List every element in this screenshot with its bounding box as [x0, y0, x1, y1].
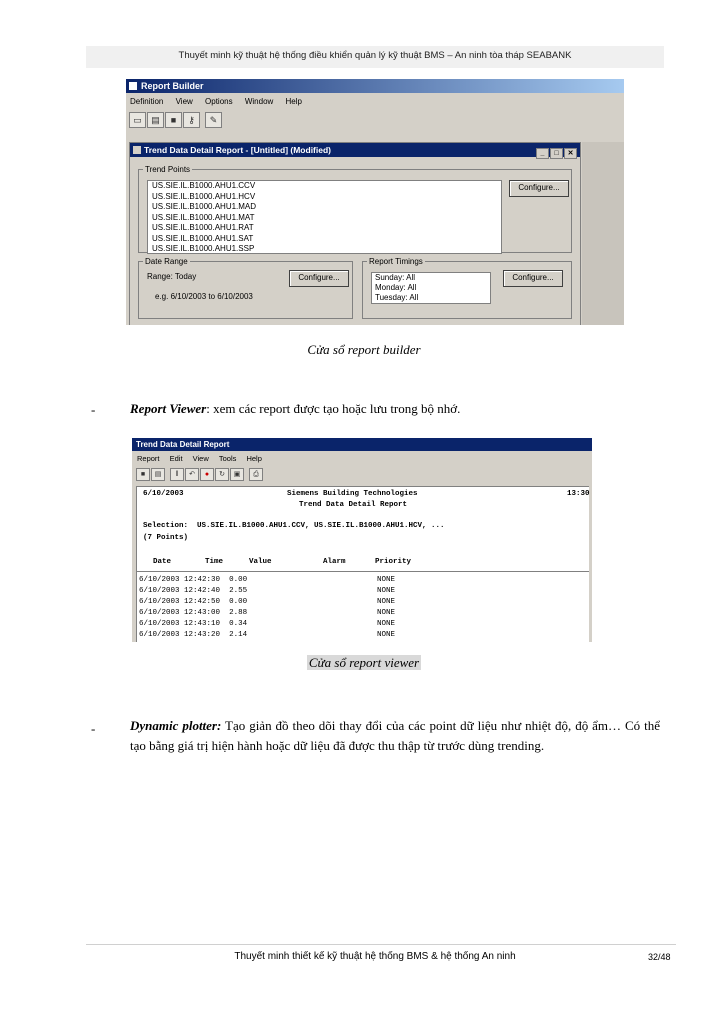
menu-help[interactable]: Help [246, 454, 262, 463]
menu-tools[interactable]: Tools [218, 454, 237, 463]
report-builder-title: Report Builder [141, 81, 204, 91]
stop-icon[interactable]: ● [200, 468, 214, 481]
run-report-icon[interactable]: ✎ [205, 112, 222, 128]
window-controls [535, 145, 577, 159]
list-item[interactable]: US.SIE.IL.B1000.AHU1.MAD [152, 202, 257, 211]
table-row: 6/10/2003 12:42:30 0.00 NONE [139, 576, 396, 584]
menu-view[interactable]: View [192, 454, 209, 463]
caption-report-viewer-text: Cửa sổ report viewer [308, 655, 420, 670]
list-item[interactable]: US.SIE.IL.B1000.AHU1.CCV [152, 181, 256, 190]
table-row: 6/10/2003 12:43:10 0.34 NONE [139, 620, 396, 628]
menu-window[interactable]: Window [244, 97, 274, 106]
divider [137, 571, 589, 572]
list-item[interactable]: Tuesday: All [375, 293, 419, 302]
report-document [136, 486, 589, 642]
trend-report-title: Trend Data Detail Report - [Untitled] (Modified) [144, 145, 331, 155]
page-number: 32/48 [648, 952, 671, 962]
report-viewer-menubar [132, 453, 265, 464]
table-row: 6/10/2003 12:43:20 2.14 NONE [139, 631, 396, 639]
export-icon[interactable]: ▤ [151, 468, 165, 481]
trend-points-list[interactable] [147, 180, 502, 254]
column-priority: Priority [375, 558, 412, 566]
report-company: Siemens Building Technologies [287, 490, 418, 498]
list-item[interactable]: US.SIE.IL.B1000.AHU1.SSP [152, 244, 255, 253]
document-icon [133, 146, 141, 154]
report-name: Trend Data Detail Report [299, 501, 408, 509]
menu-options[interactable]: Options [205, 97, 233, 106]
report-timings-group [362, 257, 572, 319]
report-viewer-screenshot [132, 438, 592, 642]
column-time: Time [205, 558, 224, 566]
bullet-dynamic-plotter [130, 716, 660, 756]
save-disk-icon[interactable]: ■ [165, 112, 182, 128]
caption-report-viewer [0, 655, 728, 671]
report-builder-menubar [126, 95, 624, 108]
menu-help[interactable]: Help [285, 97, 302, 106]
edit-icon[interactable]: ▣ [230, 468, 244, 481]
column-alarm: Alarm [323, 558, 346, 566]
bullet-report-viewer [130, 399, 460, 419]
date-range-label: Date Range [145, 257, 188, 266]
trend-points-group [138, 165, 572, 253]
minimize-icon[interactable]: _ [536, 148, 549, 159]
range-example: e.g. 6/10/2003 to 6/10/2003 [155, 292, 253, 301]
report-timings-list[interactable] [371, 272, 491, 304]
list-item[interactable]: US.SIE.IL.B1000.AHU1.RAT [152, 223, 254, 232]
configure-trend-points-button[interactable]: Configure... [509, 180, 569, 197]
bullet-term: Report Viewer [130, 401, 207, 416]
refresh-icon[interactable]: ↻ [215, 468, 229, 481]
table-row: 6/10/2003 12:42:40 2.55 NONE [139, 587, 396, 595]
header-text: Thuyết minh kỹ thuật hệ thống điều khiển quản lý kỹ thuật BMS – An ninh tòa tháp SEABANK [178, 50, 572, 61]
date-range-group [138, 257, 353, 319]
print-icon[interactable]: ⎙ [249, 468, 263, 481]
pause-icon[interactable]: ‖ [170, 468, 184, 481]
bullet-term: Dynamic plotter: [130, 718, 222, 733]
key-icon[interactable]: ⚷ [183, 112, 200, 128]
report-builder-toolbar [129, 112, 223, 130]
list-item[interactable]: US.SIE.IL.B1000.AHU1.MAT [152, 212, 255, 222]
table-row: 6/10/2003 12:43:00 2.88 NONE [139, 609, 396, 617]
footer-text: Thuyết minh thiết kế kỹ thuật hệ thống BMS & hệ thống An ninh [234, 951, 516, 962]
configure-report-timings-button[interactable]: Configure... [503, 270, 563, 287]
app-background [582, 142, 624, 325]
report-selection: Selection: US.SIE.IL.B1000.AHU1.CCV, US.SIE.IL.B1000.AHU1.HCV, ... [143, 522, 445, 530]
table-row: 6/10/2003 12:42:50 0.00 NONE [139, 598, 396, 606]
trend-report-window [129, 142, 581, 325]
menu-definition[interactable]: Definition [130, 97, 164, 106]
back-icon[interactable]: ↶ [185, 468, 199, 481]
open-folder-icon[interactable]: ▤ [147, 112, 164, 128]
new-file-icon[interactable]: ▭ [129, 112, 146, 128]
page-header [86, 46, 664, 68]
list-item[interactable]: US.SIE.IL.B1000.AHU1.SAT [152, 233, 254, 243]
caption-report-builder: Cửa sổ report builder [307, 342, 421, 357]
report-points: (7 Points) [143, 534, 189, 542]
save-disk-icon[interactable]: ■ [136, 468, 150, 481]
list-item[interactable]: Sunday: All [375, 273, 416, 282]
column-value: Value [249, 558, 272, 566]
maximize-icon[interactable]: □ [550, 148, 563, 159]
range-text: Range: Today [147, 272, 197, 281]
report-builder-screenshot [126, 79, 624, 325]
list-item[interactable]: US.SIE.IL.B1000.AHU1.HCV [152, 191, 256, 201]
report-builder-titlebar [126, 79, 624, 93]
column-date: Date [153, 558, 172, 566]
bullet-dash: - [91, 721, 96, 736]
report-timings-label: Report Timings [369, 257, 423, 266]
report-time: 13:30 [567, 490, 590, 498]
report-date: 6/10/2003 [143, 490, 184, 498]
bullet-text: : xem các report được tạo hoặc lưu trong bộ nhớ. [206, 401, 461, 416]
report-viewer-titlebar: Trend Data Detail Report [132, 438, 592, 451]
trend-points-label: Trend Points [145, 165, 191, 174]
menu-report[interactable]: Report [137, 454, 160, 463]
app-icon [129, 82, 137, 90]
bullet-text: Tạo giản đồ theo dõi thay đổi của các point dữ liệu như nhiệt độ, độ ẩm… Có thể tạo bằng giá trị hiện hành hoặc dữ liệu đã được thu thập từ trước dùng trending. [130, 718, 660, 753]
trend-report-titlebar [130, 143, 580, 157]
close-icon[interactable]: ✕ [564, 148, 577, 159]
menu-edit[interactable]: Edit [169, 454, 183, 463]
bullet-dash: - [91, 402, 96, 417]
footer-divider [86, 944, 676, 945]
configure-date-range-button[interactable]: Configure... [289, 270, 349, 287]
menu-view[interactable]: View [175, 97, 193, 106]
list-item[interactable]: Monday: All [375, 283, 417, 292]
report-viewer-toolbar [136, 468, 264, 483]
